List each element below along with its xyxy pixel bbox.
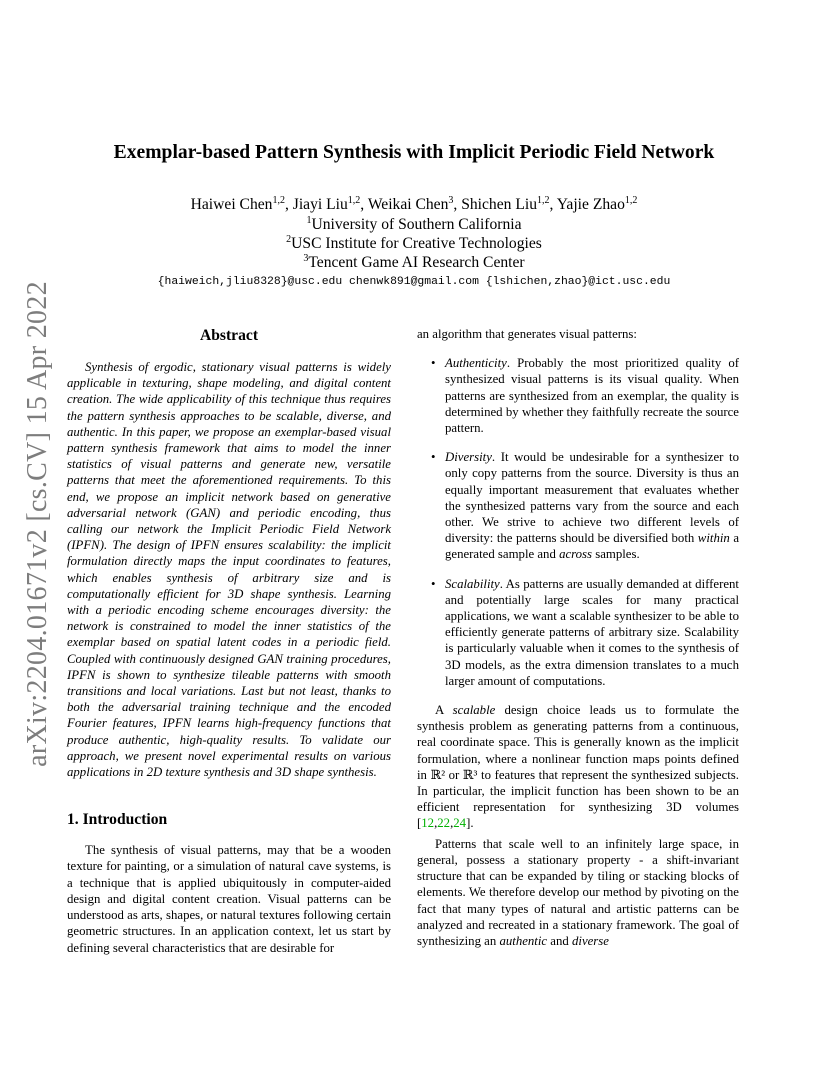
author-name: Weikai Chen	[367, 196, 449, 213]
author-affil-sup: 1,2	[537, 194, 550, 206]
citation-link[interactable]: 24	[453, 816, 467, 831]
author-name: Haiwei Chen	[190, 196, 273, 213]
citation-link[interactable]: 12	[421, 816, 435, 831]
list-term: Scalability	[445, 576, 500, 591]
introduction-heading: 1. Introduction	[67, 811, 168, 829]
list-item-diversity	[417, 449, 739, 562]
affiliation-sup: 2	[286, 233, 292, 245]
affiliation-sup: 1	[306, 214, 312, 226]
list-text: . It would be undesirable for a synthesizer to only copy patterns from the source. Diversity is thus an equally important measurement that evaluates whether the synthesized patterns vary from the source and each other. We strive to achieve two different levels of diversity: the patterns should be diversified both	[445, 450, 739, 546]
para-text: and	[547, 933, 572, 948]
list-text: . As patterns are usually demanded at different and potentially large scales for many practical applications, we want a scalable synthesizer to be able to efficiently generate patterns of arbitrary size. Scalability is particularly valuable when it comes to the synthesis of 3D models, as the extra dimension translates to a much larger amount of computations.	[445, 576, 739, 688]
bullet-icon: •	[431, 356, 436, 371]
affiliation-3	[0, 252, 828, 273]
list-emphasis: within	[697, 531, 730, 546]
abstract-text: Synthesis of ergodic, stationary visual patterns is widely applicable in texturing, shape modeling, and digital content creation. The wide applicability of this technique thus requires the pattern synthesis approaches to be scalable, diverse, and authentic. In this paper, we propose an exemplar-based visual pattern synthesis framework that aims to model the inner statistics of visual patterns and generate new, versatile patterns that meet the aforementioned requirements. To this end, we propose an implicit network based on generative adversarial network (GAN) and periodic encoding, thus calling our network the Implicit Periodic Field Network (IPFN). The design of IPFN ensures scalability: the implicit formulation directly maps the input coordinates to features, which enables synthesis of arbitrary size and is computationally efficient for 3D shape synthesis. Learning with a periodic encoding scheme encourages diversity: the network is constrained to model the inner statistics of the exemplar based on spatial latent codes in a periodic field. Coupled with continuously designed GAN training procedures, IPFN is shown to synthesize tileable patterns with smooth transitions and local variations. Last but not least, thanks to both the adversarial training technique and the encoded Fourier features, IPFN learns high-frequency functions that produce authentic, high-quality results. To validate our approach, we present novel experimental results on various applications in 2D texture synthesis and 3D shape synthesis.	[67, 360, 391, 780]
author-name: Jiayi Liu	[292, 196, 348, 213]
para-emphasis: diverse	[571, 933, 609, 948]
list-item-scalability	[417, 576, 739, 689]
author-affil-sup: 3	[448, 194, 454, 206]
intro-paragraph-1: The synthesis of visual patterns, may that be a wooden texture for painting, or a simulation of natural cave systems, is a technique that is applied ubiquitously in computer-aided design and digital content creation. Visual patterns can be understood as arts, shapes, or natural textures following certain geometric structures. In an application context, let us start by defining several characteristics that are desirable for	[67, 843, 391, 955]
author-emails: {haiweich,jliu8328}@usc.edu chenwk891@gmail.com {lshichen,zhao}@ict.usc.edu	[157, 276, 671, 288]
affiliation-name: USC Institute for Creative Technologies	[291, 235, 542, 252]
list-item-authenticity	[417, 355, 739, 436]
list-text: samples.	[592, 547, 640, 562]
list-text: . Probably the most prioritized quality of synthesized visual patterns is its visual quality. When patterns are synthesized from an exemplar, the quality is determined by whether they faithfully recreate the source pattern.	[445, 356, 739, 436]
author-affil-sup: 1,2	[347, 194, 361, 206]
affiliation-name: Tencent Game AI Research Center	[308, 254, 525, 271]
para-emphasis: authentic	[499, 933, 548, 948]
para-text: A	[435, 703, 453, 718]
list-emphasis: across	[559, 547, 593, 562]
list-term: Authenticity	[445, 356, 507, 371]
intro-paragraph-1-continued: an algorithm that generates visual patterns:	[417, 327, 637, 341]
list-text: a generated sample and	[445, 531, 739, 562]
affiliation-1	[0, 214, 828, 235]
list-term: Diversity	[445, 450, 492, 465]
bullet-icon: •	[431, 450, 436, 465]
author-name: Shichen Liu	[461, 196, 537, 213]
arxiv-id-text: arXiv:2204.01671v2 [cs.CV] 15 Apr 2022	[22, 281, 53, 767]
citation-link[interactable]: 22	[437, 816, 451, 831]
author-affil-sup: 1,2	[624, 194, 638, 206]
left-column	[67, 326, 391, 956]
intro-paragraph-3	[417, 836, 739, 949]
para-emphasis: scalable	[452, 703, 496, 718]
paper-title: Exemplar-based Pattern Synthesis with Implicit Periodic Field Network	[113, 142, 715, 163]
author-list: Haiwei Chen$^{1,2}$, Jiayi Liu$^{1,2}$, Weikai Chen$^3$, Shichen Liu$^{1,2}$, Yajie Zhao$^{1,2}$	[190, 194, 638, 213]
para-text: design choice leads us to formulate the synthesis problem as generating patterns from a continuous, real coordinate space. This is generally known as the implicit formulation, where a nonlinear function maps points defined in ℝ² or ℝ³ to features that represent the synthesized subjects. In particular, the implicit function has been shown to be an efficient representation for synthesizing 3D volumes [	[417, 703, 739, 831]
arxiv-side-identifier	[16, 281, 60, 767]
affiliation-sup: 3	[303, 252, 309, 264]
para-text: Patterns that scale well to an infinitely large space, in general, possess a stationary property - a shift-invariant structure that can be expanded by tiling or stacking blocks of elements. We therefore develop our method by pivoting on the fact that many types of natural and artistic patterns can be analyzed and recreated in a stationary framework. The goal of synthesizing an	[417, 836, 739, 948]
affiliation-2	[0, 233, 828, 254]
author-name: Yajie Zhao	[556, 196, 625, 213]
intro-paragraph-2: A scalable design choice leads us to formulate the synthesis problem as generating patterns from a continuous, real coordinate space. This is generally known as the implicit formulation, where a nonlinear function maps points defined in ℝ² or ℝ³ to features that represent the synthesized subjects. In particular, the implicit function has been shown to be an efficient representation for synthesizing 3D volumes [12,22,24].	[417, 703, 739, 831]
right-column	[417, 326, 739, 949]
author-affil-sup: 1,2	[272, 194, 285, 206]
characteristics-list	[417, 355, 739, 689]
abstract-heading: Abstract	[199, 327, 259, 344]
bullet-icon: •	[431, 576, 436, 591]
affiliation-name: University of Southern California	[311, 216, 522, 233]
para-text: ].	[466, 816, 474, 831]
